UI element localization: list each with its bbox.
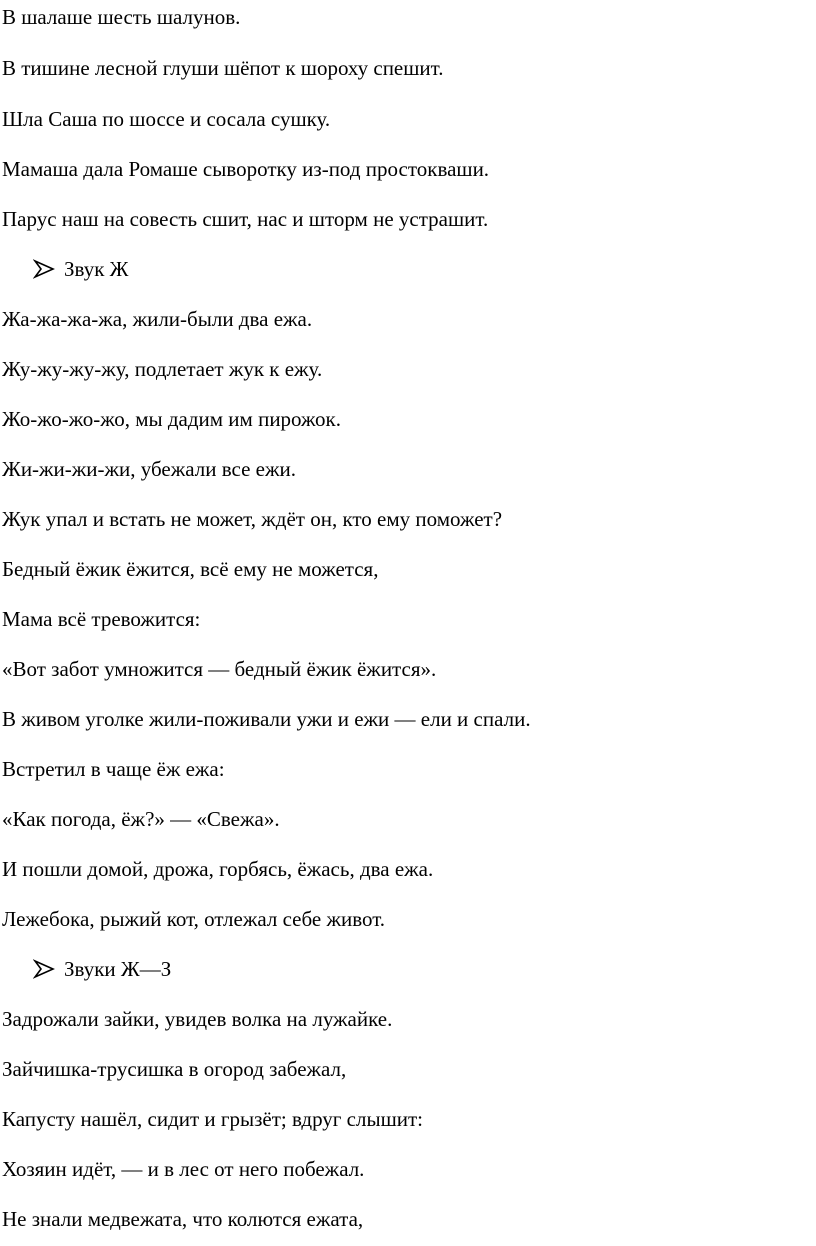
text-line: В тишине лесной глуши шёпот к шороху спешит. [2,56,444,80]
text-line: «Как погода, ёж?» — «Свежа». [2,807,280,831]
text-line: Не знали медвежата, что колются ежата, [2,1207,364,1231]
text-line: Капусту нашёл, сидит и грызёт; вдруг слышит: [2,1107,424,1131]
text-line: «Вот забот умножится — бедный ёжик ёжится». [2,657,437,681]
text-line: Зайчишка-трусишка в огород забежал, [2,1057,347,1081]
section-heading-label: Звук Ж [64,257,129,281]
text-line: В шалаше шесть шалунов. [2,5,241,29]
text-line: В живом уголке жили-поживали ужи и ежи — ели и спали. [2,707,531,731]
text-line: Встретил в чаще ёж ежа: [2,757,225,781]
text-line: Жук упал и встать не может, ждёт он, кто ему поможет? [2,507,503,531]
text-line: Мамаша дала Ромаше сыворотку из-под простокваши. [2,157,490,181]
text-line: Жо-жо-жо-жо, мы дадим им пирожок. [2,407,341,431]
text-line: Жа-жа-жа-жа, жили-были два ежа. [2,307,313,331]
section-heading-zh-z [33,956,171,982]
text-line: Бедный ёжик ёжится, всё ему не можется, [2,557,379,581]
arrowhead-bullet-icon [33,259,55,279]
text-line: И пошли домой, дрожа, горбясь, ёжась, два ежа. [2,857,434,881]
text-line: Шла Саша по шоссе и сосала сушку. [2,107,331,131]
section-heading-zh [33,256,129,282]
text-line: Хозяин идёт, — и в лес от него побежал. [2,1157,365,1181]
text-line: Жу-жу-жу-жу, подлетает жук к ежу. [2,357,323,381]
text-line: Мама всё тревожится: [2,607,201,631]
text-line: Лежебока, рыжий кот, отлежал себе живот. [2,907,386,931]
text-line: Задрожали зайки, увидев волка на лужайке. [2,1007,393,1031]
text-line: Жи-жи-жи-жи, убежали все ежи. [2,457,296,481]
arrowhead-bullet-icon [33,959,55,979]
text-line: Парус наш на совесть сшит, нас и шторм не устрашит. [2,207,489,231]
section-heading-label: Звуки Ж—З [64,957,172,981]
